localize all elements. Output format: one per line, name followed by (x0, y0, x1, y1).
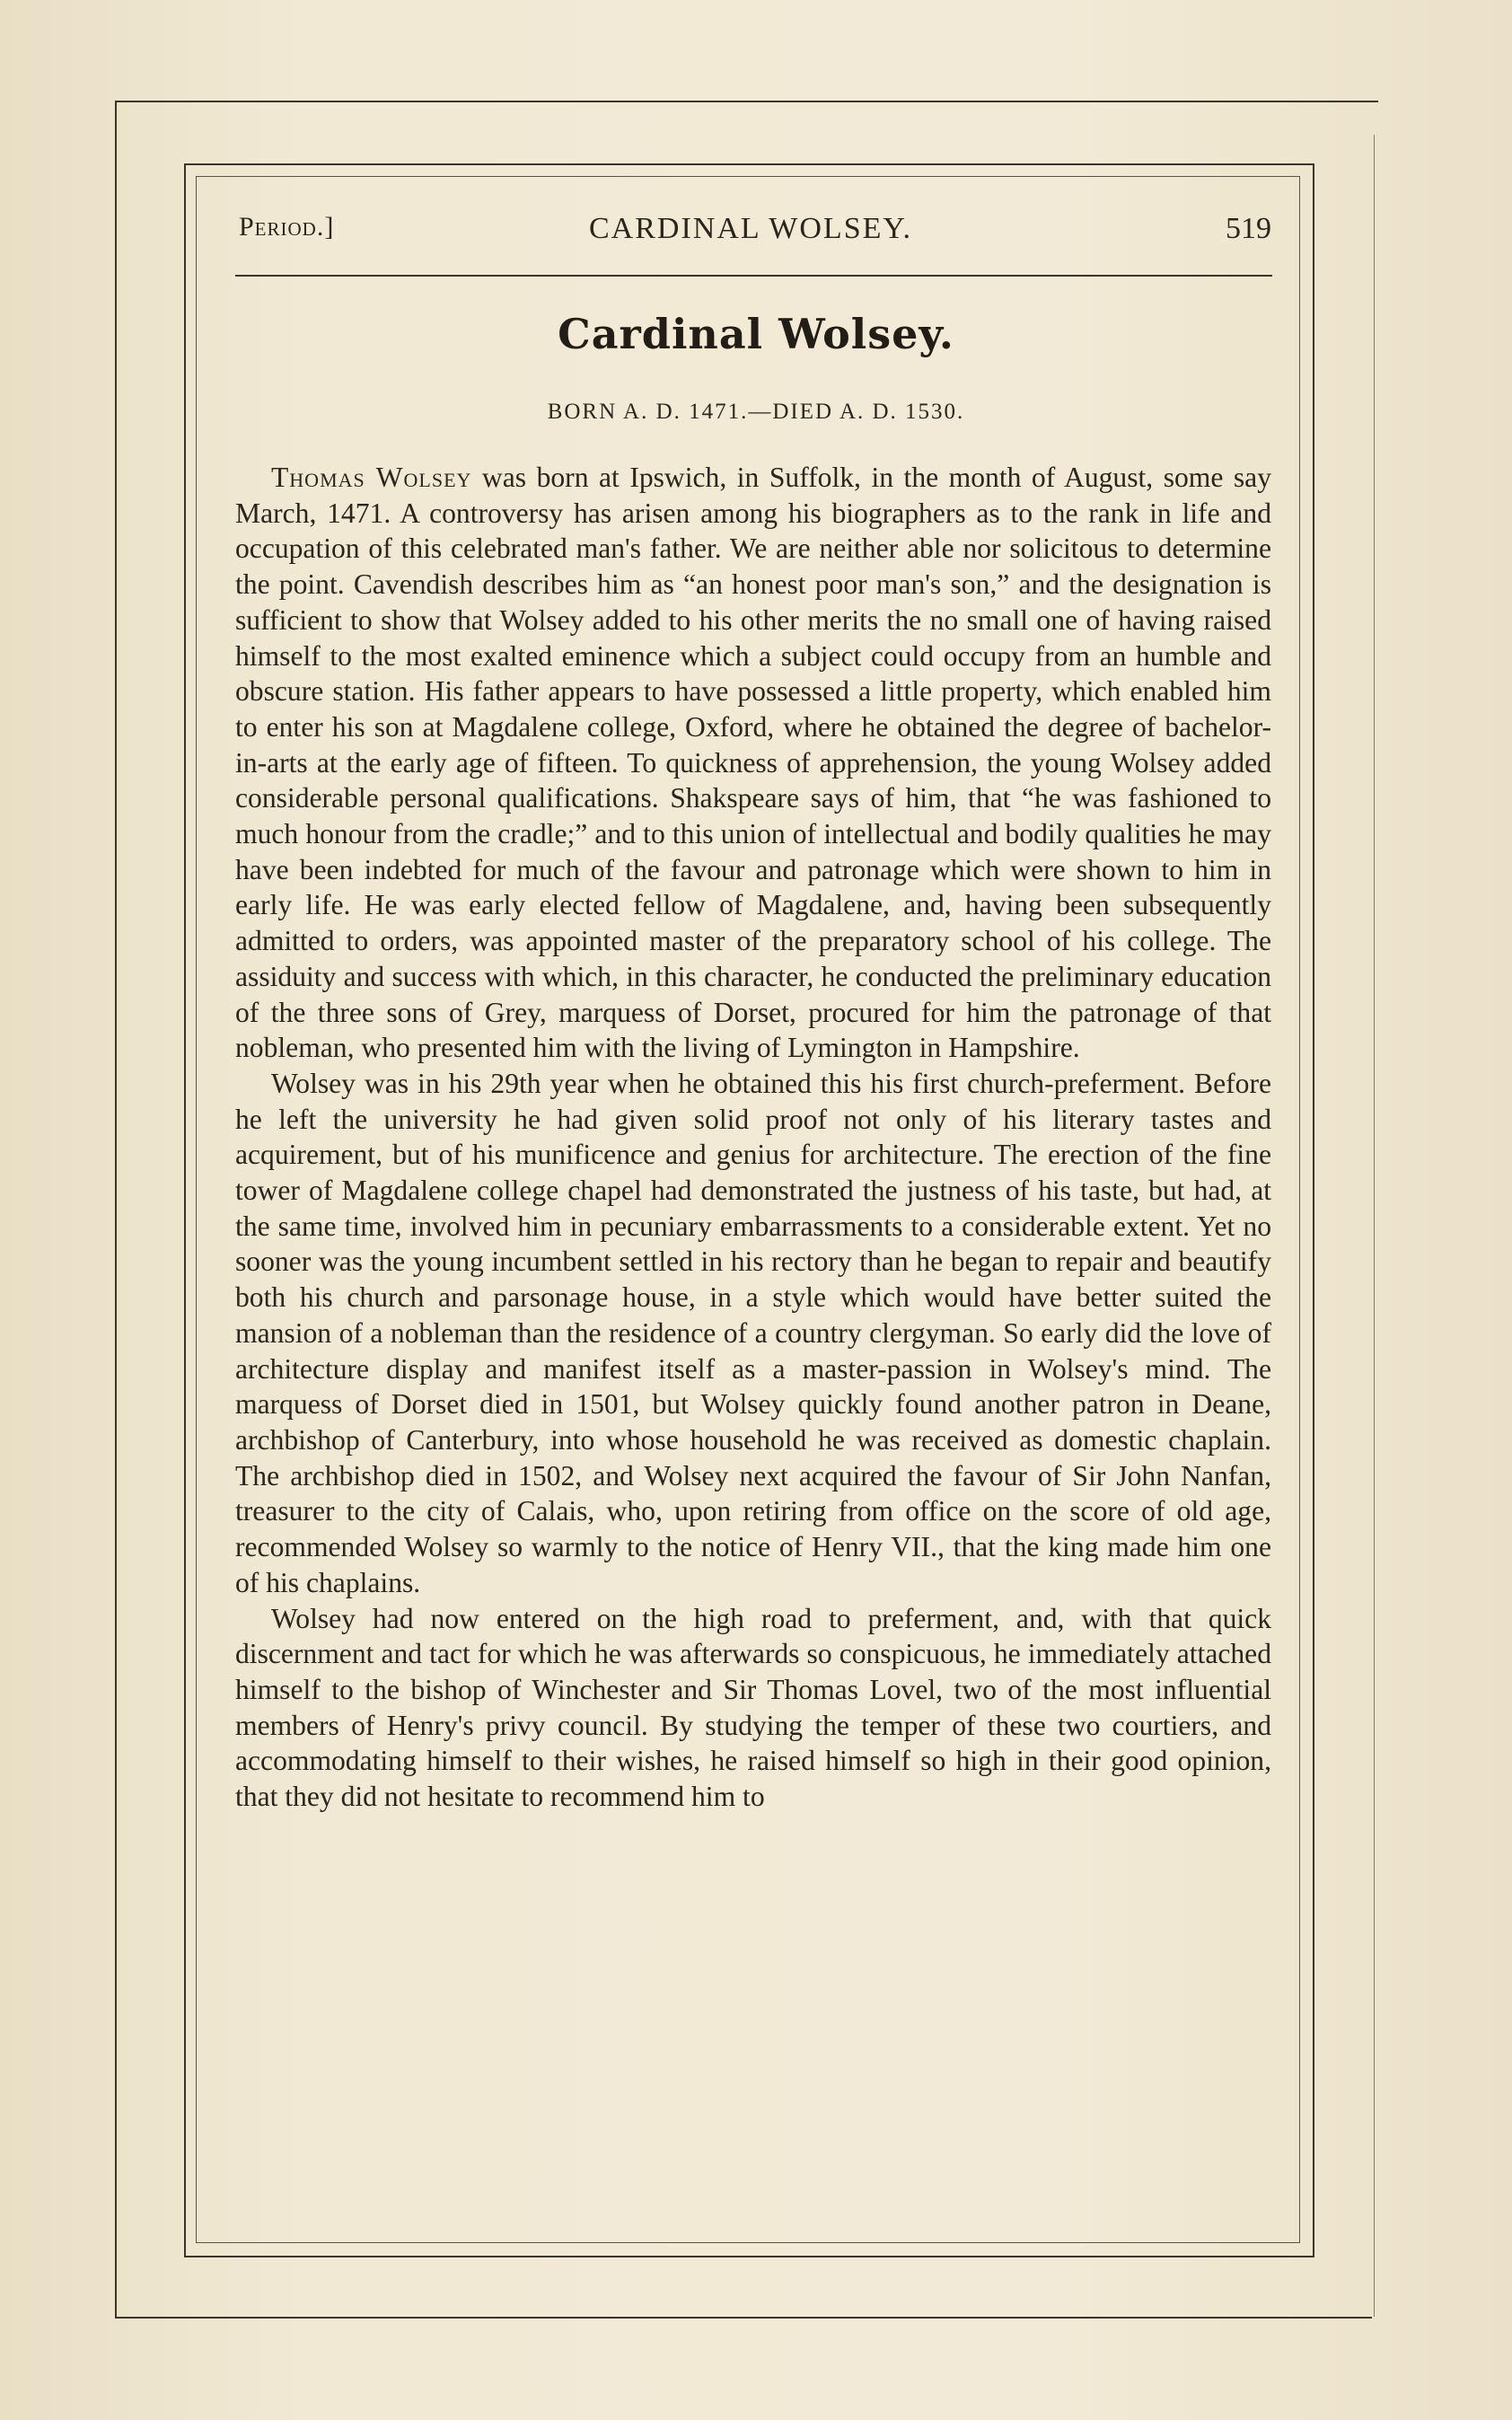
header-section: Period.] (239, 212, 335, 242)
paragraph-text: was born at Ipswich, in Suffolk, in the month of August, some say March, 1471. A controversy has arisen among his biographers as to the rank in life and occupation of this celebrated man's father. We are neither able nor solicitous to determine the point. Cavendish describes him as “an honest poor man's son,” and the designation is sufficient to show that Wolsey added to his other merits the no small one of having raised himself to the most exalted eminence which a subject could occupy from an humble and obscure station. His father appears to have possessed a little property, which enabled him to enter his son at Magdalene college, Oxford, where he obtained the degree of bachelor-in-arts at the early age of fifteen. To quickness of apprehension, the young Wolsey added considerable personal qualifications. Shakspeare says of him, that “he was fashioned to much honour from the cradle;” and to this union of intellectual and bodily qualities he may have been indebted for much of the favour and patronage which were shown to him in early life. He was early elected fellow of Magdalene, and, having been subsequently admitted to orders, was appointed master of the preparatory school of his college. The assiduity and success with which, in this character, he conducted the preliminary education of the three sons of Grey, marquess of Dorset, procured for him the patronage of that nobleman, who presented him with the living of Lymington in Hampshire. (235, 462, 1272, 1064)
paragraph (235, 460, 1271, 1066)
paragraph (235, 1066, 1271, 1601)
outer-left-rule (115, 101, 117, 2319)
outer-bottom-rule (115, 2317, 1372, 2319)
running-header (239, 212, 1271, 257)
page-number: 519 (1226, 212, 1271, 245)
paragraph-text: Wolsey was in his 29th year when he obtained this his first church-preferment. Before he left the university he had given solid proof not only of his literary tastes and acquirement, but of his munificence and genius for architecture. The erection of the fine tower of Magdalene college chapel had demonstrated the justness of his taste, but had, at the same time, involved him in pecuniary embarrassments to a considerable extent. Yet no sooner was the young incumbent settled in his rectory than he began to repair and beautify both his church and parsonage house, in a style which would have better suited the mansion of a nobleman than the residence of a country clergyman. So early did the love of architecture display and manifest itself as a master-passion in Wolsey's mind. The marquess of Dorset died in 1501, but Wolsey quickly found another patron in Deane, archbishop of Canterbury, into whose household he was received as domestic chaplain. The archbishop died in 1502, and Wolsey next acquired the favour of Sir John Nanfan, treasurer to the city of Calais, who, upon retiring from office on the score of old age, recommended Wolsey so warmly to the notice of Henry VII., that the king made him one of his chaplains. (235, 1067, 1271, 1598)
outer-top-rule (117, 101, 1378, 102)
paragraph-text: Wolsey had now entered on the high road to preferment, and, with that quick discernment and tact for which he was afterwards so conspicuous, he immediately attached himself to the bishop of Winchester and Sir Thomas Lovel, two of the most influential members of Henry's privy council. By studying the temper of these two courtiers, and accommodating himself to their wishes, he raised himself so high in their good opinion, that they did not hesitate to recommend him to (235, 1602, 1271, 1813)
outer-right-rule (1374, 135, 1375, 2317)
body-text (235, 460, 1271, 1815)
paragraph-lead: Thomas Wolsey (271, 462, 472, 493)
header-rule (235, 275, 1272, 277)
header-title: CARDINAL WOLSEY. (589, 212, 913, 245)
paragraph (235, 1601, 1271, 1815)
chapter-dates: BORN A. D. 1471.—DIED A. D. 1530. (547, 400, 965, 424)
chapter-title: Cardinal Wolsey. (558, 310, 954, 358)
